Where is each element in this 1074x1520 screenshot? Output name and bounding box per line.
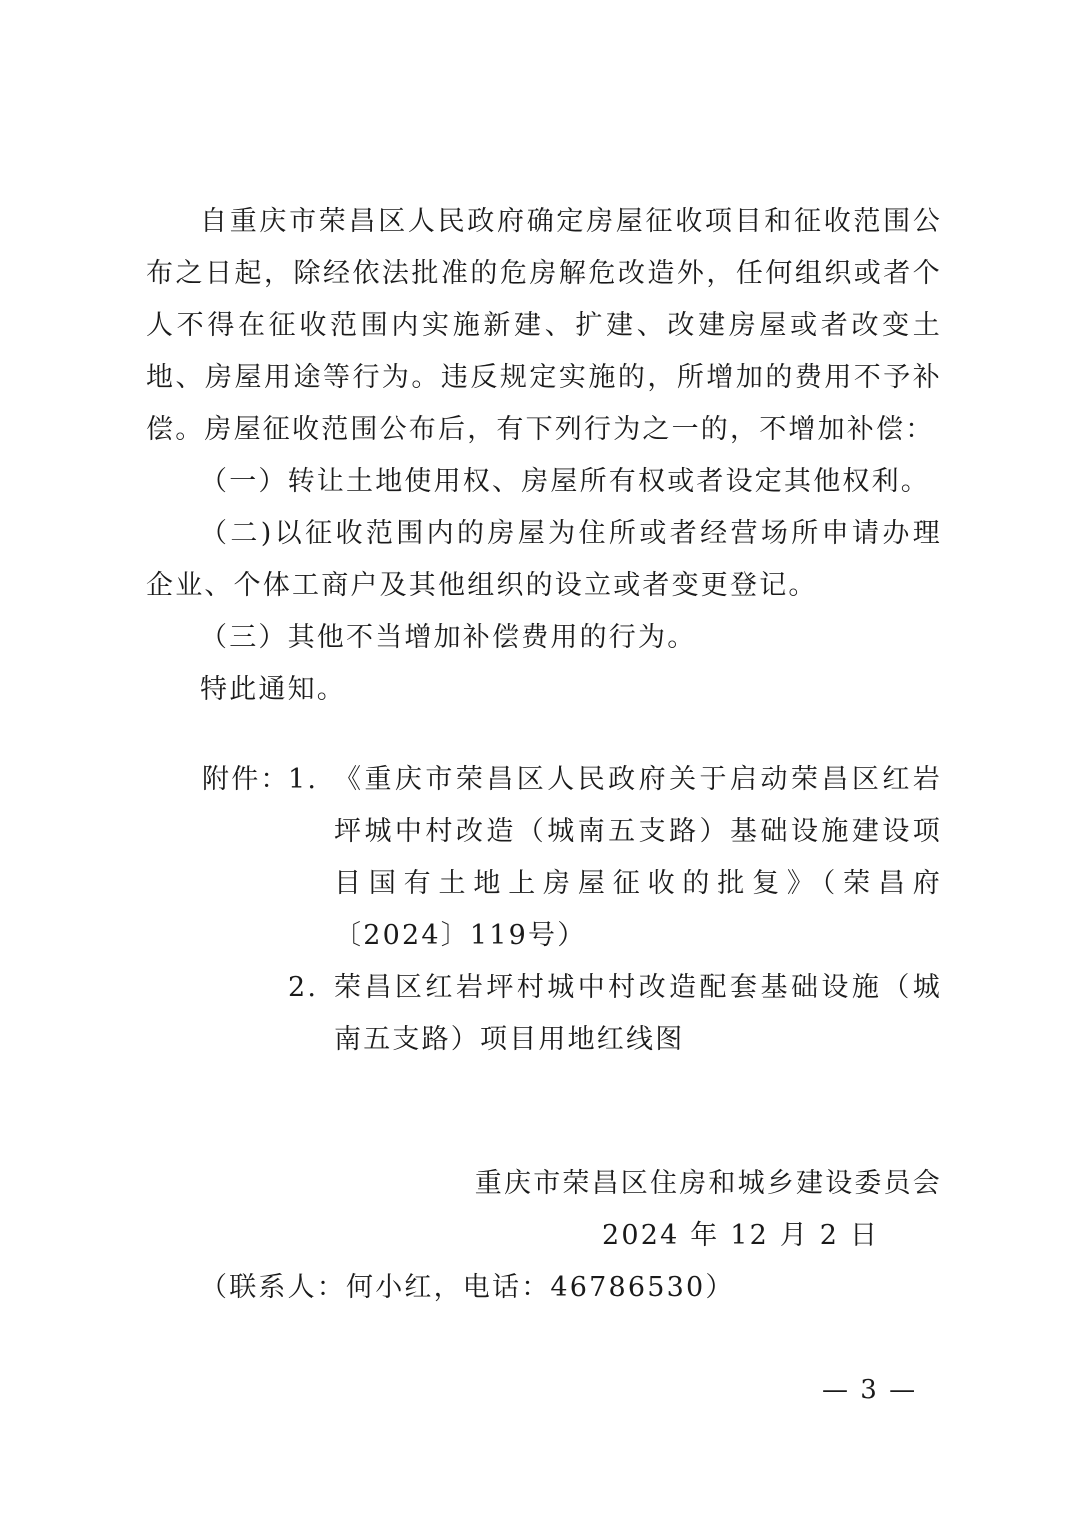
- paragraph-item-2: （二)以征收范围内的房屋为住所或者经营场所申请办理企业、个体工商户及其他组织的设立或者变更登记。: [146, 518, 942, 601]
- attachment-number-2: 2.: [288, 972, 319, 1003]
- attachments-label-spacer: [146, 962, 288, 1066]
- issuing-organization: 重庆市荣昌区住房和城乡建设委员会: [474, 1168, 942, 1199]
- issue-date: 2024 年 12 月 2 日: [602, 1220, 880, 1251]
- paragraph-item-3: （三）其他不当增加补偿费用的行为。: [200, 622, 697, 653]
- attachment-row-2: [146, 962, 942, 1066]
- paragraph-main: 自重庆市荣昌区人民政府确定房屋征收项目和征收范围公布之日起，除经依法批准的危房解危改造外，任何组织或者个人不得在征收范围内实施新建、扩建、改建房屋或者改变土地、房屋用途等行为。违反规定实施的，所增加的费用不予补偿。房屋征收范围公布后，有下列行为之一的，不增加补偿：: [146, 206, 942, 445]
- attachments-label: 附件：: [202, 764, 290, 795]
- attachments-section: [146, 754, 942, 1066]
- paragraph-item-1: （一）转让土地使用权、房屋所有权或者设定其他权利。: [200, 466, 930, 497]
- attachment-text-2: 荣昌区红岩坪村城中村改造配套基础设施（城南五支路）项目用地红线图: [334, 972, 942, 1055]
- attachment-number-1: 1.: [288, 764, 319, 795]
- attachment-row-1: [146, 754, 942, 962]
- contact-info: （联系人：何小红，电话：46786530）: [200, 1272, 735, 1303]
- page-number: — 3 —: [822, 1375, 918, 1405]
- attachment-text-1: 《重庆市荣昌区人民政府关于启动荣昌区红岩坪城中村改造（城南五支路）基础设施建设项目国有土地上房屋征收的批复》（荣昌府〔2024〕119号）: [334, 764, 942, 951]
- notice-body: [146, 196, 942, 716]
- paragraph-closing: 特此通知。: [200, 674, 346, 705]
